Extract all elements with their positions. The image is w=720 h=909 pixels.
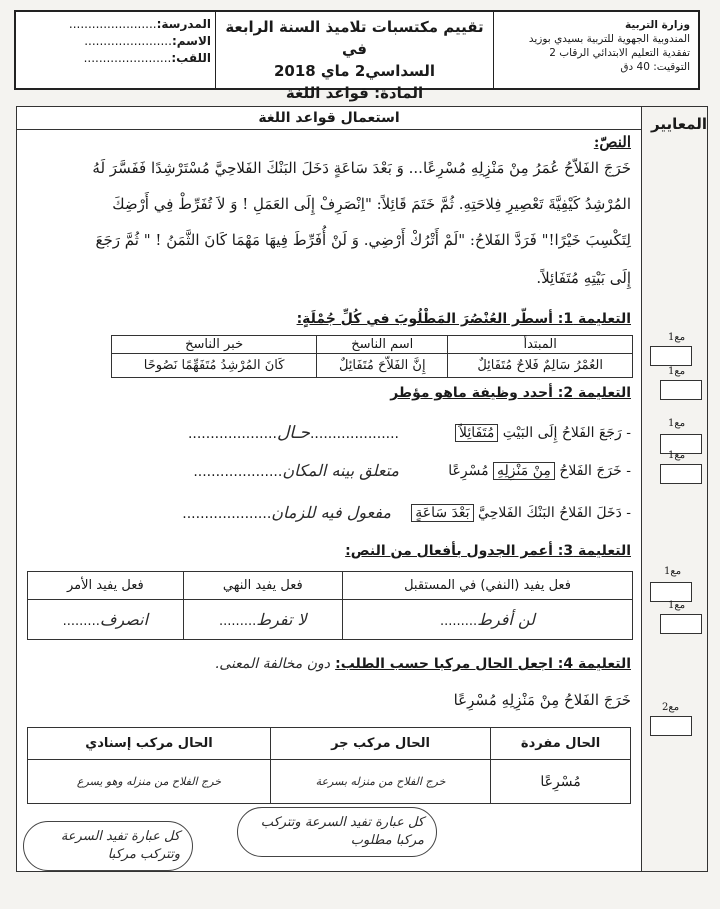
q3-table: [27, 571, 633, 640]
q1-header: خبر الناسخ: [112, 336, 317, 354]
q4-header: الحال مركب إسنادي: [28, 728, 271, 760]
name-field[interactable]: .......................: [84, 34, 172, 48]
q1-header: المبتدأ: [448, 336, 633, 354]
q2-boxed: مُتَفَائِلاً: [455, 424, 498, 442]
timing: التوقيت: 40 دق: [620, 61, 690, 73]
exam-body: [16, 106, 642, 872]
criteria-title: المعايير: [650, 115, 707, 133]
q4-cell[interactable]: خرج الفلاح من منزله وهو يسرع: [28, 760, 271, 804]
criterion-score-box[interactable]: [650, 346, 692, 366]
criterion-label: مع1: [668, 600, 686, 611]
q2-answer-text: مفعول فيه للزمان: [271, 503, 391, 522]
q2-answer[interactable]: ....................حـال....................: [187, 423, 399, 443]
criterion-label: مع1: [664, 566, 682, 577]
q2-answer[interactable]: مفعول فيه للزمان....................: [182, 503, 391, 522]
directorate: المندوبية الجهوية للتربية بسيدي بوزيد: [528, 33, 690, 45]
q2-item: [411, 505, 631, 521]
q3-answer-cell[interactable]: لا تفرط.........: [183, 600, 342, 640]
q4-title: التعليمة 4: اجعل الحال مركبا حسب الطلب:: [335, 656, 631, 672]
criterion-label: مع1: [668, 450, 686, 461]
q2-item: [448, 463, 631, 479]
name-label: الاسم:: [171, 34, 211, 48]
q4-header: الحال مركب جر: [270, 728, 490, 760]
q2-boxed: مِنْ مَنْزِلِهِ: [493, 462, 555, 480]
header-title: [215, 12, 493, 102]
criterion-label: مع1: [668, 366, 686, 377]
q1-title: التعليمة 1: أسطّر العُنْصُرَ المَطْلُوبَ في كُلِّ جُمْلَةٍ:: [296, 311, 631, 327]
q3-title: التعليمة 3: أعمر الجدول بأفعال من النص:: [345, 543, 631, 559]
text-line: خَرَجَ الفَلاّحُ عُمَرُ مِنْ مَنْزِلِهِ مُسْرِعًا... وَ بَعْدَ سَاعَةٍ دَخَلَ البَنْكَ الفَلاحِيَّ مُسْتَرْشِدًا فَفَسَّرَ لَهُ: [92, 159, 631, 177]
q4-sentence: خَرَجَ الفَلاحُ مِنْ مَنْزِلِهِ مُسْرِعًا: [453, 691, 631, 709]
district: تفقدية التعليم الابتدائي الرقاب 2: [549, 47, 690, 59]
q1-cell[interactable]: إِنَّ الفَلاّحَ مُتَفَائِلٌ: [317, 354, 448, 378]
criterion-label: مع1: [668, 418, 686, 429]
q4-cell[interactable]: خرج الفلاح من منزله بسرعة: [270, 760, 490, 804]
q2-sentence: مُسْرِعًا: [448, 463, 489, 479]
text-label: النصّ:: [593, 133, 631, 151]
q3-answer: لن أفرط: [477, 610, 536, 629]
criterion-score-box[interactable]: [660, 380, 702, 400]
subject: المادة: قواعد اللغة: [285, 84, 424, 102]
q1-cell[interactable]: كَانَ المُرْشِدُ مُتَفَهِّمًا نَصُوحًا: [112, 354, 317, 378]
text-line: لِتَكْسِبَ خَيْرًا!" فَرَدَّ الفَلاحُ: "لَمْ أَتْرُكْ أَرْضِي. وَ لَنْ أُفَرِّطَ فِيهَا مَهْمَا كَانَ الثَّمَنُ ! " ثُمَّ رَجَعَ: [95, 231, 631, 249]
q4-title-row: [215, 653, 631, 672]
section-title: استعمال قواعد اللغة: [17, 107, 641, 130]
q4-cell[interactable]: مُسْرِعًا: [491, 760, 631, 804]
criterion-score-box[interactable]: [660, 614, 702, 634]
q2-answer[interactable]: متعلق بينه المكان....................: [193, 461, 399, 480]
q2-answer-text: متعلق بينه المكان: [282, 461, 399, 480]
ministry: وزارة التربية: [624, 19, 690, 31]
q2-sentence: - دَخَلَ الفَلاحُ البَنْكَ الفَلاحِيَّ: [478, 505, 631, 521]
criteria-column: [642, 106, 708, 872]
q1-cell[interactable]: العُمْرُ سَالِمٌ فَلاحٌ مُتَفَائِلٌ: [448, 354, 633, 378]
q3-answer: انصرف: [99, 610, 149, 629]
criterion-score-box[interactable]: [660, 464, 702, 484]
criterion-score-box[interactable]: [650, 716, 692, 736]
q2-title: التعليمة 2: أحدد وظيفة ماهو مؤطر: [390, 385, 631, 401]
title-line2: السداسي2 ماي 2018: [273, 62, 436, 80]
q2-sentence: - خَرَجَ الفَلاحُ: [559, 463, 631, 479]
q3-answer: لا تفرط: [256, 610, 307, 629]
q1-table: [111, 335, 633, 378]
q4-header: الحال مفردة: [491, 728, 631, 760]
q3-header: فعل يفيد الأمر: [28, 572, 184, 600]
school-label: المدرسة:: [156, 17, 211, 31]
grading-note: كل عبارة تفيد السرعة وتتركب مركبا مطلوب: [237, 807, 437, 857]
q2-boxed: بَعْدَ سَاعَةٍ: [411, 504, 473, 522]
school-field[interactable]: .......................: [68, 17, 157, 31]
q4-table: [27, 727, 631, 804]
q3-answer-cell[interactable]: لن أفرط.........: [342, 600, 632, 640]
criterion-score-box[interactable]: [650, 582, 692, 602]
text-line: إِلَى بَيْتِهِ مُتَفَائِلاً.: [536, 269, 631, 287]
header-student-info: [16, 12, 219, 88]
criterion-label: مع1: [668, 332, 686, 343]
q2-answer-text: حـال: [276, 423, 310, 443]
q3-header: فعل يفيد النهي: [183, 572, 342, 600]
surname-field[interactable]: .......................: [83, 51, 172, 65]
header-institution: [493, 12, 698, 88]
exam-header: [14, 10, 700, 102]
q3-answer-cell[interactable]: انصرف.........: [28, 600, 184, 640]
surname-label: اللقب:: [171, 51, 211, 65]
grading-note: كل عبارة تفيد السرعة وتتركب مركبا: [23, 821, 193, 871]
title-line1: تقييم مكتسبات تلاميذ السنة الرابعة في: [225, 18, 484, 58]
criterion-label: مع2: [662, 702, 680, 713]
q1-header: اسم الناسخ: [317, 336, 448, 354]
q3-header: فعل يفيد (النفي) في المستقبل: [342, 572, 632, 600]
q2-item: [455, 425, 631, 441]
q2-sentence: - رَجَعَ الفَلاحُ إِلَى البَيْتِ: [502, 425, 631, 441]
q4-note: دون مخالفة المعنى.: [214, 656, 331, 672]
text-line: المُرْشِدُ كَيْفِيَّةَ تَعْصِيرِ فِلاحَتِهِ. ثُمَّ خَتَمَ قَائِلاً: "اِنْصَرِفْ إِلَى العَمَلِ ! وَ لاَ تُفَرِّطْ فِي أَرْضِكَ: [112, 195, 631, 213]
